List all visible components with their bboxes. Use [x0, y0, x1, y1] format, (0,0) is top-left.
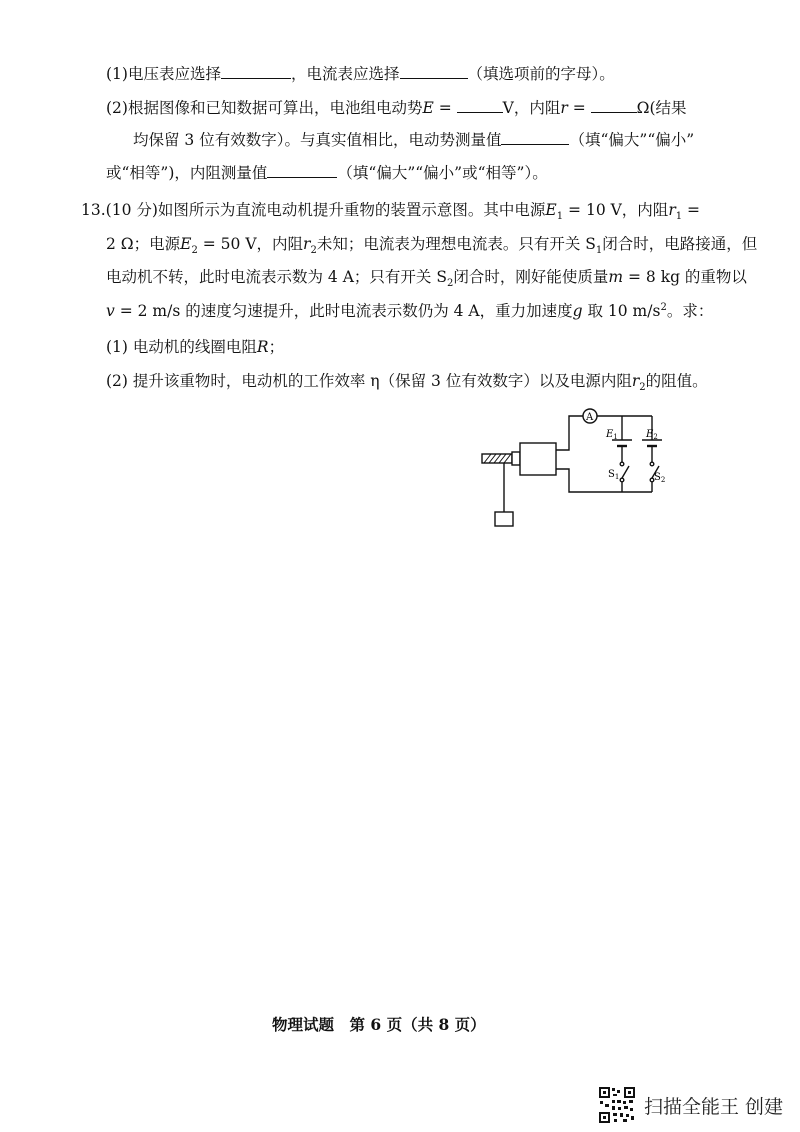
q13-text-3a: 电动机不转，此时电流表示数为 4 A；只有开关 S — [106, 268, 447, 286]
motor-body — [520, 443, 556, 475]
q13-sub2-text-a: (2) 提升该重物时，电动机的工作效率 η（保留 3 位有效数字）以及电源内阻 — [106, 372, 632, 390]
bottom-wire — [556, 469, 652, 492]
scanner-watermark — [598, 1086, 783, 1124]
s2-label: $S_2$ — [654, 472, 666, 484]
q13-text-3c: = 8 kg 的重物以 — [623, 268, 747, 286]
ammeter-label: A — [586, 412, 594, 423]
q13-sub2-text-b: 的阻值。 — [645, 372, 708, 390]
q13-sup2: 2 — [660, 301, 667, 313]
q13-coil-resistance-symbol: R — [256, 338, 269, 356]
q13-r1-sub: 1 — [675, 211, 683, 223]
part2-text-line3a: 或“相等”)，内阻测量值 — [106, 164, 268, 182]
top-wire-left — [556, 416, 583, 450]
q13-sub2-r2-sub: 2 — [639, 382, 646, 394]
q13-e2-sub: 2 — [191, 245, 198, 257]
q13-e1-sub: 1 — [556, 211, 564, 223]
s1-label: $S_1$ — [608, 469, 620, 481]
q13-sub1-text: (1) 电动机的线圈电阻 — [106, 338, 257, 356]
part2-unit-v: V，内阻 — [502, 99, 561, 117]
q13-r2: r — [303, 235, 311, 253]
q13-number: 13. — [81, 201, 106, 219]
q13-text-2d: 闭合时，电路接通，但 — [602, 235, 758, 253]
page-footer: 物理试题 第 6 页（共 8 页） — [272, 1015, 486, 1034]
q13-text-3b: 闭合时，刚好能使质量 — [453, 268, 609, 286]
emf-symbol: E — [422, 99, 434, 117]
q13-s1-sub: 1 — [595, 245, 603, 257]
s1-contact-bottom — [620, 478, 624, 482]
part2-label: (2) — [106, 99, 128, 117]
part2-text-a: 根据图像和已知数据可算出，电池组电动势 — [127, 99, 423, 117]
circuit-diagram — [0, 0, 800, 560]
s1-contact-top — [620, 462, 624, 466]
e2-label: $E_2$ — [646, 429, 658, 441]
q13-sub1-end: ； — [268, 338, 285, 356]
part1-text-b: ，电流表应选择 — [290, 65, 400, 83]
q13-text-4a: = 2 m/s 的速度匀速提升，此时电流表示数仍为 4 A，重力加速度 — [114, 302, 573, 320]
equals-sign-2: = — [567, 99, 591, 117]
motor-shaft — [512, 452, 520, 465]
part2-text-line3b: （填“偏大”“偏小”或“相等”）。 — [337, 164, 548, 182]
equals-sign: = — [433, 99, 457, 117]
q13-velocity-symbol: v — [106, 302, 115, 320]
q13-sub2-r2: r — [631, 372, 640, 390]
q13-text-4c: 。求： — [666, 302, 714, 320]
q13-r2-sub: 2 — [310, 245, 317, 257]
s1-blade — [622, 466, 629, 478]
q13-s2-sub: 2 — [446, 278, 454, 290]
q13-text-1a: 如图所示为直流电动机提升重物的装置示意图。其中电源 — [157, 201, 546, 219]
watermark-text: 扫描全能王 创建 — [644, 1095, 784, 1118]
part1-text-c: （填选项前的字母）。 — [467, 65, 615, 83]
q13-text-1b: = 10 V，内阻 — [563, 201, 669, 219]
e1-label: $E_1$ — [606, 429, 618, 441]
q13-e2: E — [180, 235, 192, 253]
part1-text-a: 电压表应选择 — [127, 65, 221, 83]
q13-score: (10 分) — [105, 201, 158, 219]
q13-r1: r — [668, 201, 676, 219]
q13-text-2b: = 50 V，内阻 — [197, 235, 304, 253]
q13-mass-symbol: m — [608, 268, 624, 286]
q13-text-2c: 未知；电流表为理想电流表。只有开关 S — [316, 235, 596, 253]
s2-contact-top — [650, 462, 654, 466]
q13-text-1c: = — [682, 201, 701, 219]
part2-text-line2: 均保留 3 位有效数字）。与真实值相比，电动势测量值 — [133, 131, 502, 149]
part1-label: (1) — [106, 65, 128, 83]
q13-gravity-symbol: g — [572, 302, 583, 320]
qr-code-icon — [598, 1086, 636, 1124]
part2-text-line2b: （填“偏大”“偏小” — [569, 131, 695, 149]
q13-text-4b: 取 10 m/s — [582, 302, 661, 320]
q13-e1: E — [545, 201, 557, 219]
part2-unit-ohm: Ω(结果 — [636, 99, 687, 117]
resistance-symbol: r — [560, 99, 568, 117]
q13-text-2a: 2 Ω；电源 — [106, 235, 181, 253]
weight-block — [495, 512, 513, 526]
